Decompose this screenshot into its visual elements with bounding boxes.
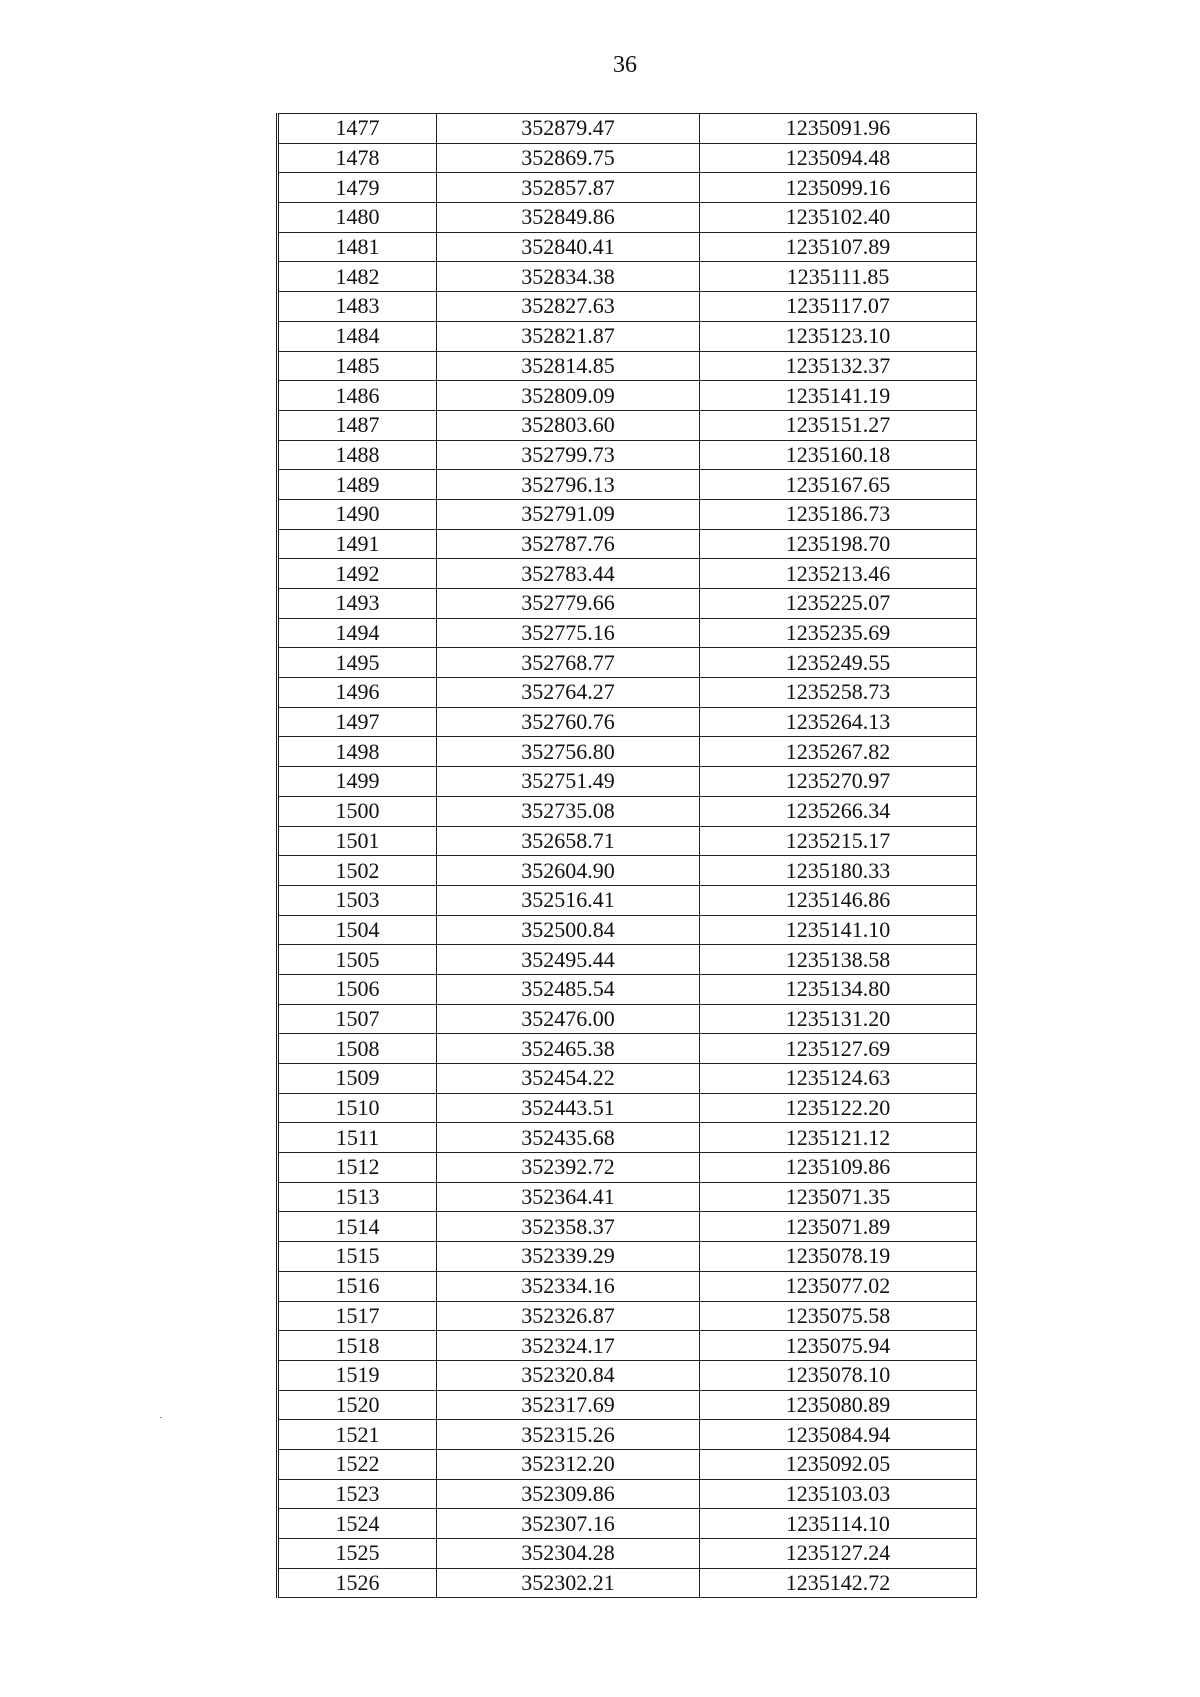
point-number-cell: 1520 [278, 1390, 437, 1420]
table-row [278, 499, 977, 529]
y-coordinate-cell: 1235107.89 [700, 232, 977, 262]
point-number-cell: 1507 [278, 1004, 437, 1034]
point-number-cell: 1515 [278, 1242, 437, 1272]
x-coordinate-cell: 352658.71 [437, 826, 700, 856]
y-coordinate-cell: 1235127.24 [700, 1539, 977, 1569]
x-coordinate-cell: 352309.86 [437, 1479, 700, 1509]
point-number-cell: 1488 [278, 440, 437, 470]
x-coordinate-cell: 352803.60 [437, 410, 700, 440]
x-coordinate-cell: 352334.16 [437, 1271, 700, 1301]
table-row [278, 143, 977, 173]
y-coordinate-cell: 1235127.69 [700, 1034, 977, 1064]
point-number-cell: 1491 [278, 529, 437, 559]
x-coordinate-cell: 352764.27 [437, 678, 700, 708]
point-number-cell: 1506 [278, 974, 437, 1004]
y-coordinate-cell: 1235267.82 [700, 737, 977, 767]
x-coordinate-cell: 352364.41 [437, 1182, 700, 1212]
y-coordinate-cell: 1235270.97 [700, 767, 977, 797]
point-number-cell: 1501 [278, 826, 437, 856]
point-number-cell: 1503 [278, 885, 437, 915]
table-row [278, 707, 977, 737]
point-number-cell: 1502 [278, 856, 437, 886]
x-coordinate-cell: 352809.09 [437, 381, 700, 411]
point-number-cell: 1479 [278, 173, 437, 203]
y-coordinate-cell: 1235094.48 [700, 143, 977, 173]
x-coordinate-cell: 352302.21 [437, 1568, 700, 1598]
x-coordinate-cell: 352476.00 [437, 1004, 700, 1034]
table-row [278, 1212, 977, 1242]
table-row [278, 203, 977, 233]
table-row [278, 1479, 977, 1509]
y-coordinate-cell: 1235167.65 [700, 470, 977, 500]
y-coordinate-cell: 1235225.07 [700, 589, 977, 619]
x-coordinate-cell: 352435.68 [437, 1123, 700, 1153]
table-row [278, 767, 977, 797]
x-coordinate-cell: 352751.49 [437, 767, 700, 797]
point-number-cell: 1510 [278, 1093, 437, 1123]
table-row [278, 381, 977, 411]
x-coordinate-cell: 352814.85 [437, 351, 700, 381]
y-coordinate-cell: 1235071.89 [700, 1212, 977, 1242]
y-coordinate-cell: 1235117.07 [700, 292, 977, 322]
table-row [278, 529, 977, 559]
point-number-cell: 1482 [278, 262, 437, 292]
y-coordinate-cell: 1235124.63 [700, 1064, 977, 1094]
point-number-cell: 1504 [278, 915, 437, 945]
x-coordinate-cell: 352849.86 [437, 203, 700, 233]
y-coordinate-cell: 1235078.10 [700, 1360, 977, 1390]
y-coordinate-cell: 1235091.96 [700, 114, 977, 144]
x-coordinate-cell: 352787.76 [437, 529, 700, 559]
x-coordinate-cell: 352495.44 [437, 945, 700, 975]
table-row [278, 559, 977, 589]
table-row [278, 262, 977, 292]
x-coordinate-cell: 352312.20 [437, 1449, 700, 1479]
x-coordinate-cell: 352326.87 [437, 1301, 700, 1331]
y-coordinate-cell: 1235131.20 [700, 1004, 977, 1034]
point-number-cell: 1499 [278, 767, 437, 797]
y-coordinate-cell: 1235102.40 [700, 203, 977, 233]
point-number-cell: 1480 [278, 203, 437, 233]
table-row [278, 232, 977, 262]
point-number-cell: 1498 [278, 737, 437, 767]
table-row [278, 796, 977, 826]
y-coordinate-cell: 1235151.27 [700, 410, 977, 440]
point-number-cell: 1512 [278, 1153, 437, 1183]
point-number-cell: 1483 [278, 292, 437, 322]
y-coordinate-cell: 1235078.19 [700, 1242, 977, 1272]
table-row [278, 945, 977, 975]
table-row [278, 648, 977, 678]
x-coordinate-cell: 352783.44 [437, 559, 700, 589]
table-row [278, 1301, 977, 1331]
table-row [278, 292, 977, 322]
coordinates-table [276, 113, 977, 1598]
point-number-cell: 1516 [278, 1271, 437, 1301]
x-coordinate-cell: 352796.13 [437, 470, 700, 500]
y-coordinate-cell: 1235111.85 [700, 262, 977, 292]
point-number-cell: 1500 [278, 796, 437, 826]
point-number-cell: 1525 [278, 1539, 437, 1569]
table-row [278, 1449, 977, 1479]
table-row [278, 470, 977, 500]
y-coordinate-cell: 1235264.13 [700, 707, 977, 737]
point-number-cell: 1511 [278, 1123, 437, 1153]
margin-mark [160, 1417, 162, 1418]
x-coordinate-cell: 352821.87 [437, 321, 700, 351]
table-row [278, 1271, 977, 1301]
y-coordinate-cell: 1235146.86 [700, 885, 977, 915]
y-coordinate-cell: 1235092.05 [700, 1449, 977, 1479]
x-coordinate-cell: 352834.38 [437, 262, 700, 292]
point-number-cell: 1514 [278, 1212, 437, 1242]
table-row [278, 1153, 977, 1183]
y-coordinate-cell: 1235121.12 [700, 1123, 977, 1153]
y-coordinate-cell: 1235215.17 [700, 826, 977, 856]
y-coordinate-cell: 1235141.10 [700, 915, 977, 945]
table-row [278, 1123, 977, 1153]
point-number-cell: 1522 [278, 1449, 437, 1479]
x-coordinate-cell: 352735.08 [437, 796, 700, 826]
table-row [278, 856, 977, 886]
table-row [278, 1004, 977, 1034]
table-row [278, 351, 977, 381]
point-number-cell: 1519 [278, 1360, 437, 1390]
table-row [278, 173, 977, 203]
table-row [278, 440, 977, 470]
table-row [278, 737, 977, 767]
table-row [278, 826, 977, 856]
table-row [278, 1509, 977, 1539]
table-row [278, 1093, 977, 1123]
point-number-cell: 1493 [278, 589, 437, 619]
x-coordinate-cell: 352304.28 [437, 1539, 700, 1569]
x-coordinate-cell: 352779.66 [437, 589, 700, 619]
x-coordinate-cell: 352315.26 [437, 1420, 700, 1450]
point-number-cell: 1486 [278, 381, 437, 411]
y-coordinate-cell: 1235114.10 [700, 1509, 977, 1539]
y-coordinate-cell: 1235077.02 [700, 1271, 977, 1301]
y-coordinate-cell: 1235109.86 [700, 1153, 977, 1183]
table-row [278, 618, 977, 648]
y-coordinate-cell: 1235266.34 [700, 796, 977, 826]
y-coordinate-cell: 1235075.94 [700, 1331, 977, 1361]
y-coordinate-cell: 1235249.55 [700, 648, 977, 678]
point-number-cell: 1513 [278, 1182, 437, 1212]
x-coordinate-cell: 352760.76 [437, 707, 700, 737]
x-coordinate-cell: 352756.80 [437, 737, 700, 767]
point-number-cell: 1505 [278, 945, 437, 975]
point-number-cell: 1523 [278, 1479, 437, 1509]
x-coordinate-cell: 352358.37 [437, 1212, 700, 1242]
x-coordinate-cell: 352791.09 [437, 499, 700, 529]
y-coordinate-cell: 1235186.73 [700, 499, 977, 529]
x-coordinate-cell: 352454.22 [437, 1064, 700, 1094]
x-coordinate-cell: 352604.90 [437, 856, 700, 886]
point-number-cell: 1489 [278, 470, 437, 500]
y-coordinate-cell: 1235198.70 [700, 529, 977, 559]
point-number-cell: 1509 [278, 1064, 437, 1094]
y-coordinate-cell: 1235071.35 [700, 1182, 977, 1212]
point-number-cell: 1478 [278, 143, 437, 173]
x-coordinate-cell: 352768.77 [437, 648, 700, 678]
table-row [278, 1539, 977, 1569]
table-row [278, 1331, 977, 1361]
x-coordinate-cell: 352443.51 [437, 1093, 700, 1123]
y-coordinate-cell: 1235235.69 [700, 618, 977, 648]
point-number-cell: 1492 [278, 559, 437, 589]
y-coordinate-cell: 1235142.72 [700, 1568, 977, 1598]
y-coordinate-cell: 1235084.94 [700, 1420, 977, 1450]
y-coordinate-cell: 1235123.10 [700, 321, 977, 351]
y-coordinate-cell: 1235160.18 [700, 440, 977, 470]
x-coordinate-cell: 352485.54 [437, 974, 700, 1004]
point-number-cell: 1494 [278, 618, 437, 648]
x-coordinate-cell: 352775.16 [437, 618, 700, 648]
point-number-cell: 1496 [278, 678, 437, 708]
x-coordinate-cell: 352317.69 [437, 1390, 700, 1420]
y-coordinate-cell: 1235134.80 [700, 974, 977, 1004]
y-coordinate-cell: 1235258.73 [700, 678, 977, 708]
point-number-cell: 1487 [278, 410, 437, 440]
point-number-cell: 1517 [278, 1301, 437, 1331]
table-row [278, 1568, 977, 1598]
table-row [278, 1420, 977, 1450]
table-row [278, 1360, 977, 1390]
x-coordinate-cell: 352799.73 [437, 440, 700, 470]
y-coordinate-cell: 1235213.46 [700, 559, 977, 589]
point-number-cell: 1485 [278, 351, 437, 381]
y-coordinate-cell: 1235075.58 [700, 1301, 977, 1331]
point-number-cell: 1495 [278, 648, 437, 678]
table-row [278, 678, 977, 708]
point-number-cell: 1526 [278, 1568, 437, 1598]
table-row [278, 114, 977, 144]
table-row [278, 589, 977, 619]
x-coordinate-cell: 352500.84 [437, 915, 700, 945]
point-number-cell: 1481 [278, 232, 437, 262]
x-coordinate-cell: 352879.47 [437, 114, 700, 144]
table-row [278, 1034, 977, 1064]
point-number-cell: 1497 [278, 707, 437, 737]
point-number-cell: 1490 [278, 499, 437, 529]
x-coordinate-cell: 352339.29 [437, 1242, 700, 1272]
y-coordinate-cell: 1235141.19 [700, 381, 977, 411]
x-coordinate-cell: 352320.84 [437, 1360, 700, 1390]
table-row [278, 915, 977, 945]
x-coordinate-cell: 352324.17 [437, 1331, 700, 1361]
point-number-cell: 1521 [278, 1420, 437, 1450]
x-coordinate-cell: 352392.72 [437, 1153, 700, 1183]
y-coordinate-cell: 1235138.58 [700, 945, 977, 975]
table-row [278, 1390, 977, 1420]
point-number-cell: 1524 [278, 1509, 437, 1539]
x-coordinate-cell: 352307.16 [437, 1509, 700, 1539]
table-row [278, 1242, 977, 1272]
table-row [278, 1064, 977, 1094]
table-row [278, 1182, 977, 1212]
y-coordinate-cell: 1235080.89 [700, 1390, 977, 1420]
point-number-cell: 1484 [278, 321, 437, 351]
table-row [278, 974, 977, 1004]
point-number-cell: 1477 [278, 114, 437, 144]
x-coordinate-cell: 352516.41 [437, 885, 700, 915]
table-row [278, 321, 977, 351]
y-coordinate-cell: 1235122.20 [700, 1093, 977, 1123]
point-number-cell: 1518 [278, 1331, 437, 1361]
x-coordinate-cell: 352465.38 [437, 1034, 700, 1064]
y-coordinate-cell: 1235180.33 [700, 856, 977, 886]
point-number-cell: 1508 [278, 1034, 437, 1064]
x-coordinate-cell: 352869.75 [437, 143, 700, 173]
y-coordinate-cell: 1235132.37 [700, 351, 977, 381]
table-row [278, 410, 977, 440]
x-coordinate-cell: 352840.41 [437, 232, 700, 262]
coordinates-table-body [278, 114, 977, 1598]
x-coordinate-cell: 352827.63 [437, 292, 700, 322]
page-number: 36 [613, 52, 637, 78]
x-coordinate-cell: 352857.87 [437, 173, 700, 203]
y-coordinate-cell: 1235099.16 [700, 173, 977, 203]
y-coordinate-cell: 1235103.03 [700, 1479, 977, 1509]
table-row [278, 885, 977, 915]
